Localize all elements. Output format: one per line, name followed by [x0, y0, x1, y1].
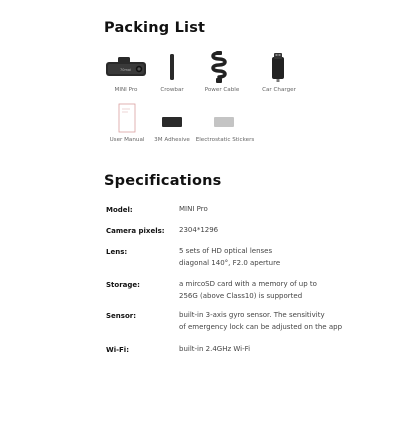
specifications-title: Specifications [104, 173, 222, 189]
packing-item-label: User Manual [109, 137, 145, 143]
packing-item-label: 3M Adhesive [154, 137, 190, 143]
packing-list-title: Packing List [104, 20, 206, 36]
user-manual-icon [118, 103, 136, 133]
car-charger-icon [270, 51, 286, 83]
crowbar-icon [167, 53, 177, 81]
spec-value-camera-pixels [179, 225, 218, 237]
spec-value-line: built-in 2.4GHz Wi-Fi [179, 345, 251, 353]
packing-item-label: Car Charger [262, 87, 296, 93]
adhesive-icon [161, 116, 183, 128]
spec-key-wifi: Wi-Fi: [106, 346, 130, 354]
packing-item-label: Electrostatic Stickers [195, 137, 255, 143]
spec-value-line: 5 sets of HD optical lenses [179, 247, 273, 255]
spec-value-wifi [179, 344, 250, 356]
packing-item-label: MINI Pro [114, 87, 138, 93]
spec-key-model: Model: [106, 206, 133, 214]
packing-item-label: Crowbar [160, 87, 184, 93]
spec-key-lens: Lens: [106, 248, 128, 256]
spec-value-sensor [179, 310, 342, 333]
power-cable-icon [208, 51, 230, 83]
spec-value-line: of emergency lock can be adjusted on the app [179, 322, 343, 331]
sticker-icon [213, 116, 235, 128]
spec-value-line: a mircoSD card with a memory of up to [179, 280, 317, 288]
dash-cam-icon [105, 55, 147, 79]
spec-value-line: 256G (above Class10) is supported [179, 291, 303, 300]
spec-value-line: built-in 3-axis gyro sensor. The sensitivity [179, 311, 325, 319]
spec-value-model [179, 204, 208, 216]
spec-value-storage [179, 279, 317, 302]
packing-item-label: Power Cable [204, 87, 240, 93]
spec-value-line: 2304*1296 [179, 226, 219, 234]
spec-value-line: MINI Pro [179, 205, 208, 213]
spec-key-camera-pixels: Camera pixels: [106, 227, 165, 235]
spec-value-line: diagonal 140°, F2.0 aperture [179, 258, 281, 267]
spec-value-lens [179, 246, 280, 269]
spec-key-sensor: Sensor: [106, 312, 136, 320]
svg-text:70mai: 70mai [120, 68, 131, 72]
spec-key-storage: Storage: [106, 281, 140, 289]
